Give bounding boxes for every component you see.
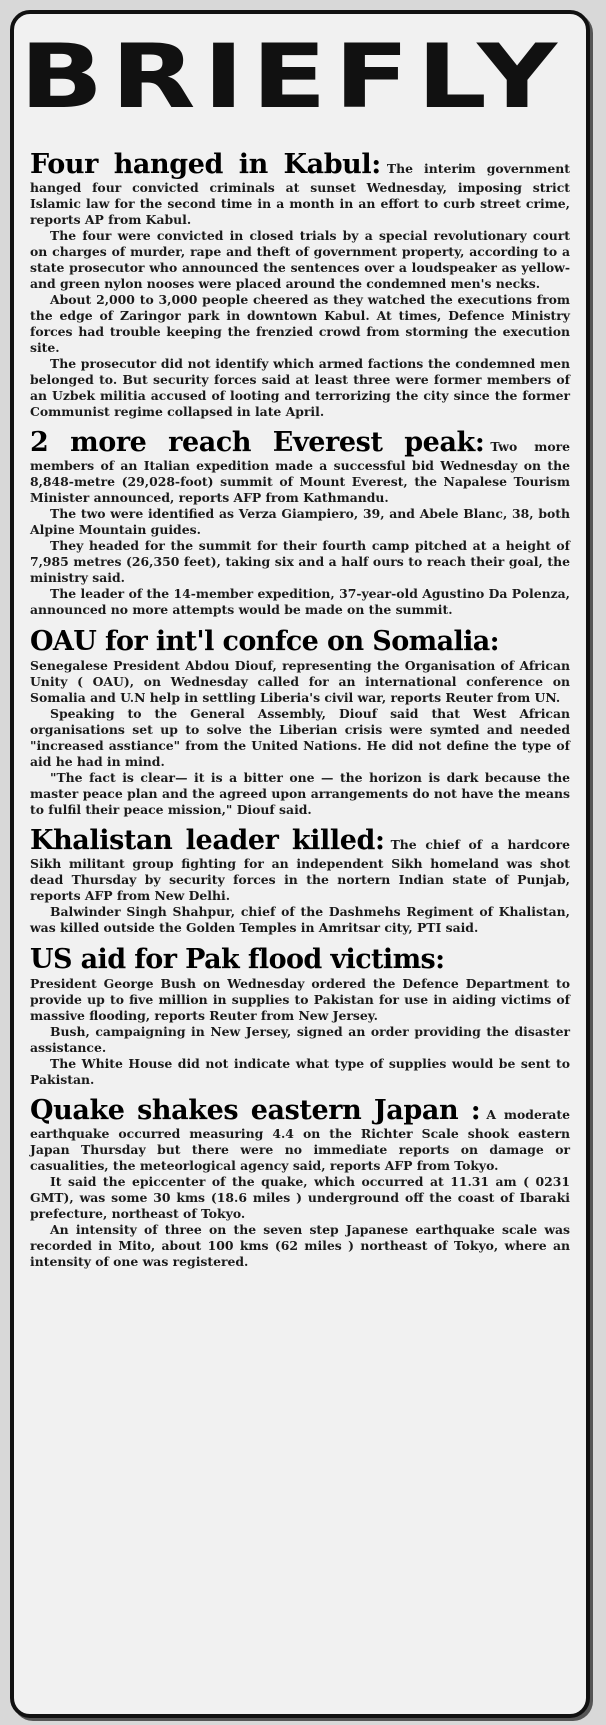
story-lead-paragraph bbox=[30, 826, 570, 904]
story-headline: Four hanged in Kabul: bbox=[30, 149, 381, 180]
story-headline: Khalistan leader killed: bbox=[30, 825, 385, 856]
story-paragraph: "The fact is clear— it is a bitter one — the horizon is dark because the master peace plan and the agreed upon arrangements do not have the means to fulfil their peace mission," Diouf said. bbox=[30, 770, 570, 817]
story-paragraph: The interim government hanged four convicted criminals at sunset Wednesday, imposing strict Islamic law for the second time in a month in an effort to curb street crime, reports AP from Kabul. bbox=[30, 161, 570, 227]
story-paragraph: The chief of a hardcore Sikh militant group fighting for an independent Sikh homeland was shot dead Thursday by security forces in the nortern Indian state of Punjab, reports AFP from New Delhi. bbox=[30, 837, 570, 903]
story-paragraph: President George Bush on Wednesday ordered the Defence Department to provide up to five million in supplies to Pakistan for use in aiding victims of massive flooding, reports Reuter from New Jersey. bbox=[30, 976, 570, 1023]
story-paragraph: A moderate earthquake occurred measuring 4.4 on the Richter Scale shook eastern Japan Thursday but there were no immediate reports on damage or casualities, the meteorlogical agency said, reports AFP from Tokyo. bbox=[30, 1107, 570, 1173]
story-paragraph: Senegalese President Abdou Diouf, representing the Organisation of African Unity ( OAU), on Wednesday called for an international conference on Somalia and U.N help in settling Liberia's civil war, reports Reuter from UN. bbox=[30, 658, 570, 705]
story-paragraph: Two more members of an Italian expedition made a successful bid Wednesday on the 8,848-metre (29,028-foot) summit of Mount Everest, the Napalese Tourism Minister announced, reports AFP from Kathmandu. bbox=[30, 439, 570, 505]
story-paragraph: Balwinder Singh Shahpur, chief of the Dashmehs Regiment of Khalistan, was killed outside the Golden Temples in Amritsar city, PTI said. bbox=[30, 904, 570, 935]
story-japan-quake bbox=[30, 1096, 570, 1270]
story-paragraph: The leader of the 14-member expedition, 37-year-old Agustino Da Polenza, announced no more attempts would be made on the summit. bbox=[30, 586, 570, 617]
story-paragraph: An intensity of three on the seven step Japanese earthquake scale was recorded in Mito, about 100 kms (62 miles ) northeast of Tokyo, where an intensity of one was registered. bbox=[30, 1222, 570, 1269]
story-lead-paragraph bbox=[30, 1096, 570, 1174]
story-kabul bbox=[30, 150, 570, 420]
masthead bbox=[19, 22, 565, 132]
story-paragraph: The prosecutor did not identify which armed factions the condemned men belonged to. But security forces said at least three were former members of an Uzbek militia accused of looting and terrorizing the city since the former Communist regime collapsed in late April. bbox=[30, 356, 570, 419]
story-headline: OAU for int'l confce on Somalia: bbox=[30, 626, 500, 657]
masthead-title: BRIEFLY bbox=[19, 25, 565, 128]
story-paragraph: The two were identified as Verza Giampiero, 39, and Abele Blanc, 38, both Alpine Mountain guides. bbox=[30, 506, 570, 537]
story-paragraph: About 2,000 to 3,000 people cheered as they watched the executions from the edge of Zaringor park in downtown Kabul. At times, Defence Ministry forces had trouble keeping the frenzied crowd from storming the execution site. bbox=[30, 292, 570, 355]
story-paragraph: The four were convicted in closed trials by a special revolutionary court on charges of murder, rape and theft of government property, according to a state prosecutor who announced the sentences over a loudspeaker as yellow-and green nylon nooses were placed around the condemned men's necks. bbox=[30, 228, 570, 291]
story-paragraph: Bush, campaigning in New Jersey, signed an order providing the disaster assistance. bbox=[30, 1024, 570, 1055]
story-paragraph: The White House did not indicate what type of supplies would be sent to Pakistan. bbox=[30, 1056, 570, 1087]
story-lead-paragraph bbox=[30, 150, 570, 228]
story-headline: 2 more reach Everest peak: bbox=[30, 427, 485, 458]
stories-column bbox=[30, 150, 570, 1278]
story-lead-paragraph bbox=[30, 428, 570, 506]
story-somalia bbox=[30, 626, 570, 818]
story-paragraph: Speaking to the General Assembly, Diouf said that West African organisations set up to solve the Liberian crisis were symted and needed "increased asstiance" from the United Nations. He did not define the type of aid he had in mind. bbox=[30, 706, 570, 769]
story-pakistan-flood bbox=[30, 944, 570, 1088]
story-headline: US aid for Pak flood victims: bbox=[30, 944, 445, 975]
story-paragraph: It said the epiccenter of the quake, which occurred at 11.31 am ( 0231 GMT), was some 30 kms (18.6 miles ) underground off the coast of Ibaraki prefecture, northeast of Tokyo. bbox=[30, 1174, 570, 1221]
story-everest bbox=[30, 428, 570, 618]
story-paragraph: They headed for the summit for their fourth camp pitched at a height of 7,985 metres (26,350 feet), taking six and a half ours to reach their goal, the ministry said. bbox=[30, 538, 570, 585]
story-khalistan bbox=[30, 826, 570, 936]
story-headline: Quake shakes eastern Japan : bbox=[30, 1095, 481, 1126]
